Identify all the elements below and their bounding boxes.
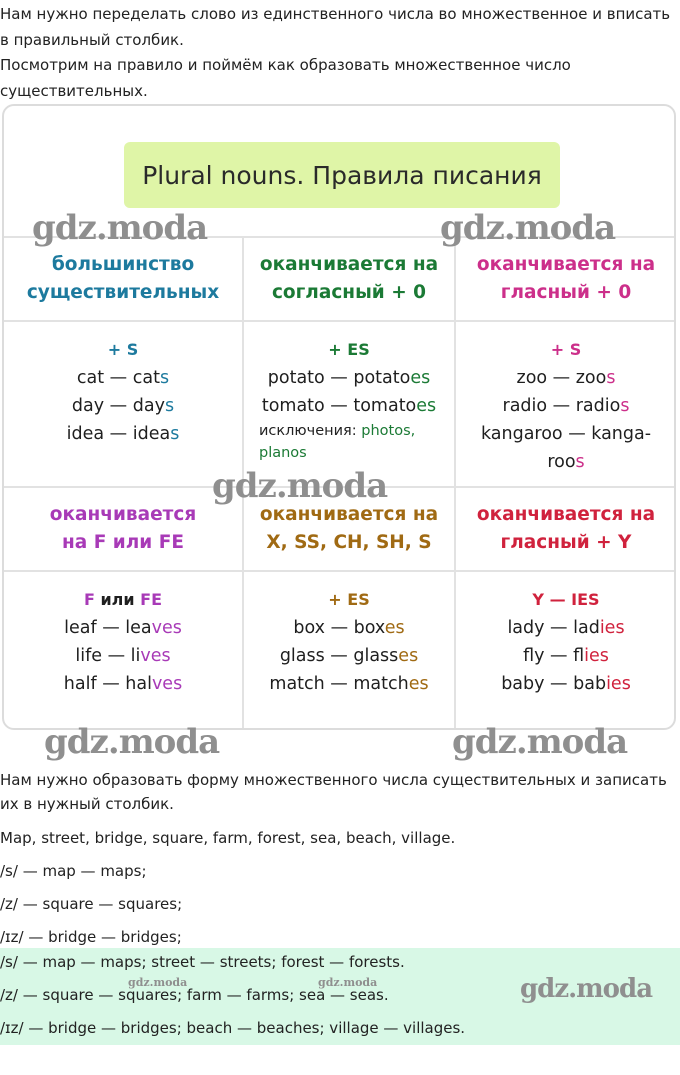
- answer-block: [0, 948, 680, 1045]
- example-base: day — day: [71, 396, 165, 416]
- header-text: оканчивается на: [476, 254, 656, 275]
- example-row: [269, 670, 428, 698]
- example-row: [64, 614, 182, 642]
- example-ending: ies: [584, 646, 609, 666]
- cell-vowel-o-examples: [454, 320, 676, 486]
- example-row: kangaroo — kanga-: [480, 424, 652, 444]
- cell-consonant-o-examples: [242, 320, 454, 486]
- answer-line-s: /s/ — map — maps; street — streets; forest — forests.: [0, 953, 405, 971]
- example-base: box — box: [293, 618, 385, 638]
- example-line-s: /s/ — map — maps;: [0, 862, 147, 880]
- answer-line-z: /z/ — square — squares; farm — farms; sea — seas.: [0, 986, 389, 1004]
- exceptions-words: photos, planos: [259, 423, 416, 461]
- exceptions-label: исключения:: [259, 423, 362, 439]
- header-text: гласный + 0: [500, 282, 632, 303]
- word-list: Map, street, bridge, square, farm, forest, sea, beach, village.: [0, 829, 456, 847]
- example-ending: ves: [151, 674, 183, 694]
- watermark: gdz.moda: [32, 208, 208, 248]
- header-consonant-o: [242, 236, 454, 320]
- example-row: [547, 448, 584, 476]
- header-text: существительных: [26, 282, 220, 303]
- example-ending: s: [159, 368, 170, 388]
- header-vowel-o: [454, 236, 676, 320]
- example-base: match — match: [269, 674, 409, 694]
- watermark: gdz.moda: [452, 722, 628, 762]
- header-text: оканчивается на: [259, 254, 439, 275]
- rule-part: F: [83, 590, 95, 609]
- example-ending: s: [620, 396, 630, 416]
- header-text: X, SS, CH, SH, S: [266, 532, 432, 553]
- header-f-fe: [4, 486, 242, 570]
- example-base: zoo — zoo: [516, 368, 607, 388]
- header-text: большинство: [51, 254, 195, 275]
- rule-label: + ES: [328, 590, 370, 609]
- watermark: gdz.moda: [128, 976, 188, 989]
- example-row: [503, 392, 630, 420]
- example-ending: es: [408, 674, 429, 694]
- example-base: radio — radio: [502, 396, 621, 416]
- example-row: [523, 642, 609, 670]
- cell-f-fe-examples: [4, 570, 242, 730]
- example-base: life — li: [75, 646, 141, 666]
- intro-paragraph-1: Нам нужно переделать слово из единственного числа во множественное и вписать в правильный столбик.: [0, 5, 671, 49]
- cell-x-ss-examples: [242, 570, 454, 730]
- example-line-iz: /ɪz/ — bridge — bridges;: [0, 928, 182, 946]
- table-title: Plural nouns. Правила писания: [124, 142, 560, 208]
- example-ending: ies: [606, 674, 631, 694]
- header-vowel-y: [454, 486, 676, 570]
- rule-label: Y — IES: [532, 590, 600, 609]
- cell-vowel-y-examples: [454, 570, 676, 730]
- example-base: half — hal: [63, 674, 152, 694]
- watermark: gdz.moda: [44, 722, 220, 762]
- plural-rules-card: [2, 104, 676, 730]
- example-ending: s: [170, 424, 180, 444]
- header-text: оканчивается: [49, 504, 197, 525]
- watermark: gdz.moda: [318, 976, 378, 989]
- example-ending: s: [164, 396, 175, 416]
- cell-most-nouns-examples: [4, 320, 242, 486]
- answer-line-iz: /ɪz/ — bridge — bridges; beach — beaches; village — villages.: [0, 1019, 466, 1037]
- example-ending: s: [575, 452, 585, 472]
- example-ending: ves: [151, 618, 182, 638]
- example-row: [64, 670, 182, 698]
- example-row: [280, 642, 418, 670]
- example-row: [75, 642, 170, 670]
- example-ending: ies: [599, 618, 625, 638]
- example-ending: ves: [140, 646, 171, 666]
- rule-label: + S: [107, 340, 139, 359]
- example-ending: es: [416, 396, 437, 416]
- rule-label: [84, 586, 162, 614]
- rule-label: + ES: [328, 340, 370, 359]
- example-base: tomato — tomato: [261, 396, 417, 416]
- header-text: оканчивается на: [259, 504, 439, 525]
- task-paragraph: Нам нужно образовать форму множественного числа существительных и записать их в нужный столбик.: [0, 771, 667, 813]
- example-ending: es: [398, 646, 419, 666]
- example-row: [293, 614, 404, 642]
- example-line-z: /z/ — square — squares;: [0, 895, 183, 913]
- example-base: potato — potato: [267, 368, 411, 388]
- example-ending: es: [384, 618, 405, 638]
- header-text: оканчивается на: [476, 504, 656, 525]
- example-base: roo: [547, 452, 576, 472]
- header-text: гласный + Y: [500, 532, 632, 553]
- header-most-nouns: [4, 236, 242, 320]
- example-base: glass — glass: [279, 646, 399, 666]
- example-row: [72, 392, 174, 420]
- watermark: gdz.moda: [440, 208, 616, 248]
- example-base: idea — idea: [66, 424, 171, 444]
- example-base: fly — fl: [523, 646, 585, 666]
- header-text: согласный + 0: [271, 282, 427, 303]
- example-base: leaf — lea: [64, 618, 152, 638]
- rule-part: FE: [140, 590, 163, 609]
- watermark: gdz.moda: [212, 466, 388, 506]
- watermark: gdz.moda: [520, 974, 653, 1004]
- intro-text: [0, 2, 672, 104]
- rule-label: + S: [550, 340, 582, 359]
- example-row: [517, 364, 616, 392]
- example-row: [501, 670, 631, 698]
- example-base: baby — bab: [501, 674, 607, 694]
- example-base: lady — lad: [507, 618, 600, 638]
- example-row: [67, 420, 180, 448]
- rule-part: или: [94, 590, 141, 609]
- example-row: [77, 364, 169, 392]
- example-row: [507, 614, 624, 642]
- example-ending: s: [606, 368, 616, 388]
- header-text: на F или FE: [62, 532, 184, 553]
- intro-paragraph-2: Посмотрим на правило и поймём как образовать множественное число существительных.: [0, 56, 571, 100]
- example-base: cat — cat: [76, 368, 160, 388]
- task-text: [0, 768, 676, 816]
- example-ending: es: [410, 368, 431, 388]
- example-row: [262, 392, 436, 420]
- example-row: [268, 364, 430, 392]
- exceptions-note: [259, 420, 439, 464]
